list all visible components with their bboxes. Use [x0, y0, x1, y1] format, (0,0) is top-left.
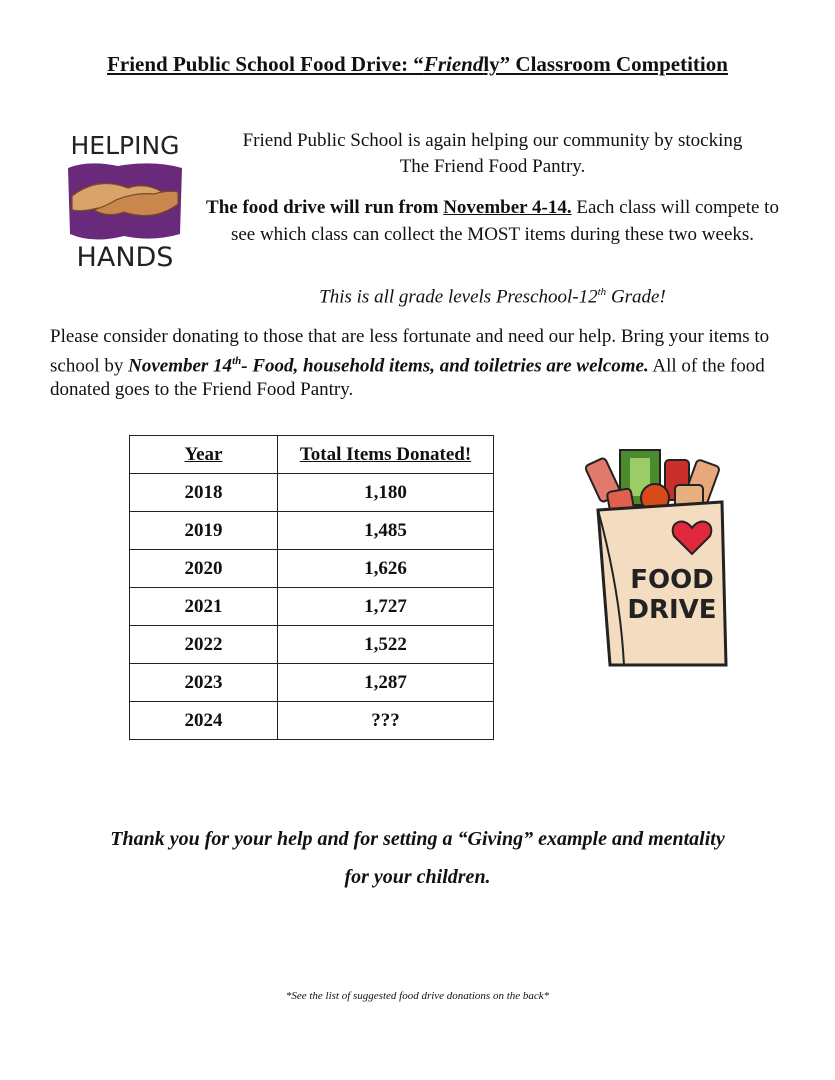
table-row: 2022 1,522 — [130, 626, 494, 664]
donation-paragraph: Please consider donating to those that are less fortunate and need our help. Bring your items to school by November 14th- Food, household items, and toiletries are welcome. All of the food donated goes to the Friend Food Pantry. — [50, 326, 770, 401]
page-title: Friend Public School Food Drive: “Friendly” Classroom Competition — [107, 52, 728, 76]
table-row: 2020 1,626 — [130, 550, 494, 588]
table-row: 2021 1,727 — [130, 588, 494, 626]
header-year: Year — [130, 436, 278, 474]
drive-dates: November 4-14. — [443, 197, 572, 218]
thank-you-message — [60, 820, 775, 896]
grade-levels-note: This is all grade levels Preschool-12th Grade! — [319, 286, 666, 308]
table-row: 2023 1,287 — [130, 664, 494, 702]
table-header-row — [130, 436, 494, 474]
logo-text-bottom: HANDS — [76, 242, 174, 272]
donations-table — [129, 435, 494, 740]
bag-text-drive: DRIVE — [627, 595, 717, 625]
bag-text-food: FOOD — [630, 565, 714, 595]
footnote: *See the list of suggested food drive donations on the back* — [285, 990, 550, 1002]
helping-hands-logo — [58, 126, 192, 272]
thank-you-line-2: for your children. — [344, 866, 491, 888]
intro-paragraph — [200, 128, 785, 180]
thank-you-line-1: Thank you for your help and for setting a “Giving” example and mentality — [110, 828, 725, 850]
table-row: 2024 ??? — [130, 702, 494, 740]
table-row: 2018 1,180 — [130, 474, 494, 512]
food-drive-bag-icon — [580, 440, 730, 670]
table-row: 2019 1,485 — [130, 512, 494, 550]
intro-line-2: The Friend Food Pantry. — [399, 156, 586, 177]
logo-text-top: HELPING — [70, 131, 180, 160]
drive-dates-paragraph: The food drive will run from November 4-14. Each class will compete to see which class can collect the MOST items during these two weeks. — [206, 197, 779, 245]
header-total-items: Total Items Donated! — [278, 436, 494, 474]
intro-line-1: Friend Public School is again helping our community by stocking — [242, 130, 743, 151]
